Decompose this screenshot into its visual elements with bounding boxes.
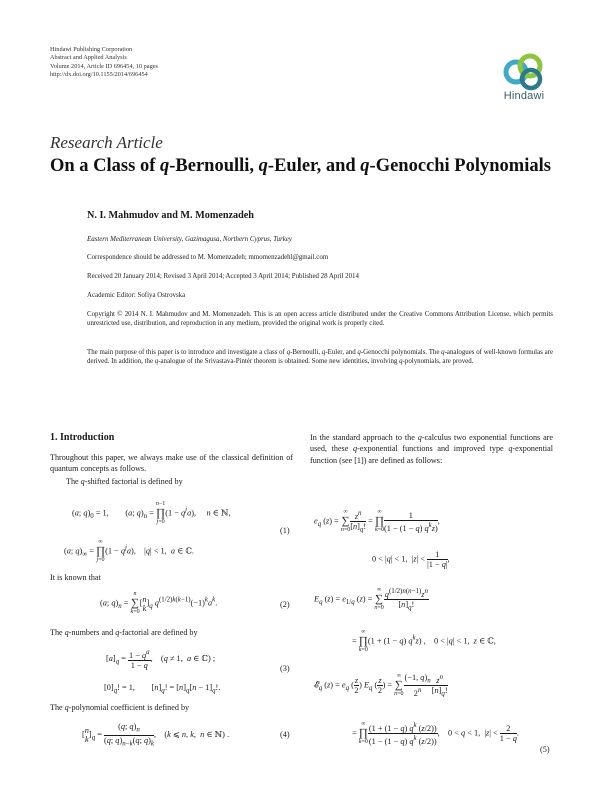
hindawi-logo-text: Hindawi (503, 90, 545, 102)
equation-number-4: (4) (280, 730, 290, 739)
journal-name: Abstract and Applied Analysis (50, 54, 127, 62)
copyright: Copyright © 2014 N. I. Mahmudov and M. Momenzadeh. This is an open access article distributed under the Creative Commons Attribution License, which permits unrestricted use, distribution, and reproduction in any medium, provided the original work is properly cited. (87, 311, 553, 328)
paper-title: On a Class of q-Bernoulli, q-Euler, and q-Genocchi Polynomials (50, 156, 551, 176)
equation-5b: $E_q$ $(z) = e_{1/q}$ (z) = ∞ ∑ n=0 $\frac{q^{(1/2)n(n-1)}z^n}{[n]_q!}$ (314, 587, 428, 612)
equation-5a-cond: 0 < |q| < 1, |z| < $\frac{1}{|1 - q|}$ , (372, 550, 450, 569)
equation-number-2: (2) (280, 600, 290, 609)
qpoly-text: The q-polynomial coefficient is defined by (50, 703, 190, 712)
abstract: The main purpose of this paper is to introduce and investigate a class of q-Bernoulli, q-Euler, and q-Genocchi polynomials. The q-analogues of well-known formulas are derived. In addition, the q-analogue of the Srivastava-Pintér theorem is obtained. Some new identities, involving q-polynomials, are proved. (87, 349, 553, 366)
article-type: Research Article (50, 133, 163, 152)
journal-header (50, 46, 158, 80)
equation-1a: (a; $q)_0 = 1$, (a; $q)_n$ = n−1 ∏ j=0 $(1 - q^ja)$, n ∈ ℕ, (72, 501, 231, 525)
academic-editor: Academic Editor: Sofiya Ostrovska (87, 292, 186, 299)
equation-5d: = ∞ ∏ k=0 $\frac{(1 + (1 - q) q^k (z/2))}{(1 - (1 - q) q^k (z/2))}$ , 0 < q < 1, |z| < $\frac{2}{1 - q}$ . (352, 721, 519, 746)
intro-paragraph: Throughout this paper, we always make use of the classical definition of quantum concepts as follows. (50, 453, 293, 474)
equation-3b: $[0]_q$! = 1, $[n]_q$! = $[n]_q[n - 1]_q$!. (104, 683, 221, 695)
equation-2: (a; $q)_n$ = n ∑ k=0 [ n k ]$_q$ $q^{(1/2)k(k-1)}(-1)^ka^k$. (100, 591, 218, 615)
authors: N. I. Mahmudov and M. Momenzadeh (87, 210, 254, 221)
dates: Received 20 January 2014; Revised 3 April 2014; Accepted 3 April 2014; Published 28 April 2014 (87, 273, 359, 280)
equation-4: [ n k ]$_q$ = $\frac{(q; q)_n}{(q; q)_{n-k}(q; q)_k}$ , (k ⩽ n, k, n ∈ ℕ) . (82, 722, 230, 748)
section-title: 1. Introduction (50, 432, 115, 443)
publisher-line: Hindawi Publishing Corporation (50, 46, 133, 53)
doi-link[interactable]: http://dx.doi.org/10.1155/2014/696454 (50, 71, 148, 79)
equation-5c: 𝓔$_q$ $(z) = e_q$ ( $\frac{z}{2}$ ) $E_q$ ( $\frac{z}{2}$ ) = ∞ ∑ n=0 $\frac{(-1, q)_n}{2^n}$ $\frac{z^n}{[n]_q!}$ (314, 672, 448, 699)
equation-number-1: (1) (280, 526, 290, 535)
equation-number-5: (5) (540, 745, 550, 754)
equation-3a: $[a]_q$ = $\frac{1 - q^a}{1 - q}$ , (q ≠ 1, a ∈ ℂ) ; (106, 649, 216, 670)
correspondence: Correspondence should be addressed to M. Momenzadeh; mmomenzadehl@gmail.com (87, 254, 329, 261)
exponential-intro: In the standard approach to the q-calculus two exponential functions are used, these q-exponential functions and improved type q-exponential function (see [1]) are defined as follows: (310, 433, 553, 465)
qshifted-text: The q-shifted factorial is defined by (66, 477, 183, 486)
equation-5b-prod: = ∞ ∏ k=0 (1 + (1 − q) $q^kz$) , 0 < |q| < 1, z ∈ ℂ, (352, 629, 496, 653)
equation-1b: (a; $q)_\infty$ = ∞ ∏ j=0 $(1 - q^ja)$, |q| < 1, a ∈ ℂ. (64, 539, 194, 563)
volume-line: Volume 2014, Article ID 696454, 10 pages (50, 62, 158, 70)
affiliation: Eastern Mediterranean University, Gazimagusa, Northern Cyprus, Turkey (87, 236, 292, 243)
qnumbers-text: The q-numbers and q-factorial are defined by (50, 628, 198, 637)
equation-number-3: (3) (280, 664, 290, 673)
known-text: It is known that (50, 573, 101, 582)
equation-5a: $e_q$ (z) = ∞ ∑ n=0 $\frac{z^n}{[n]_q!}$ = ∞ ∏ k=0 $\frac{1}{(1 - (1 - q) q^kz)}$ , (314, 509, 440, 534)
